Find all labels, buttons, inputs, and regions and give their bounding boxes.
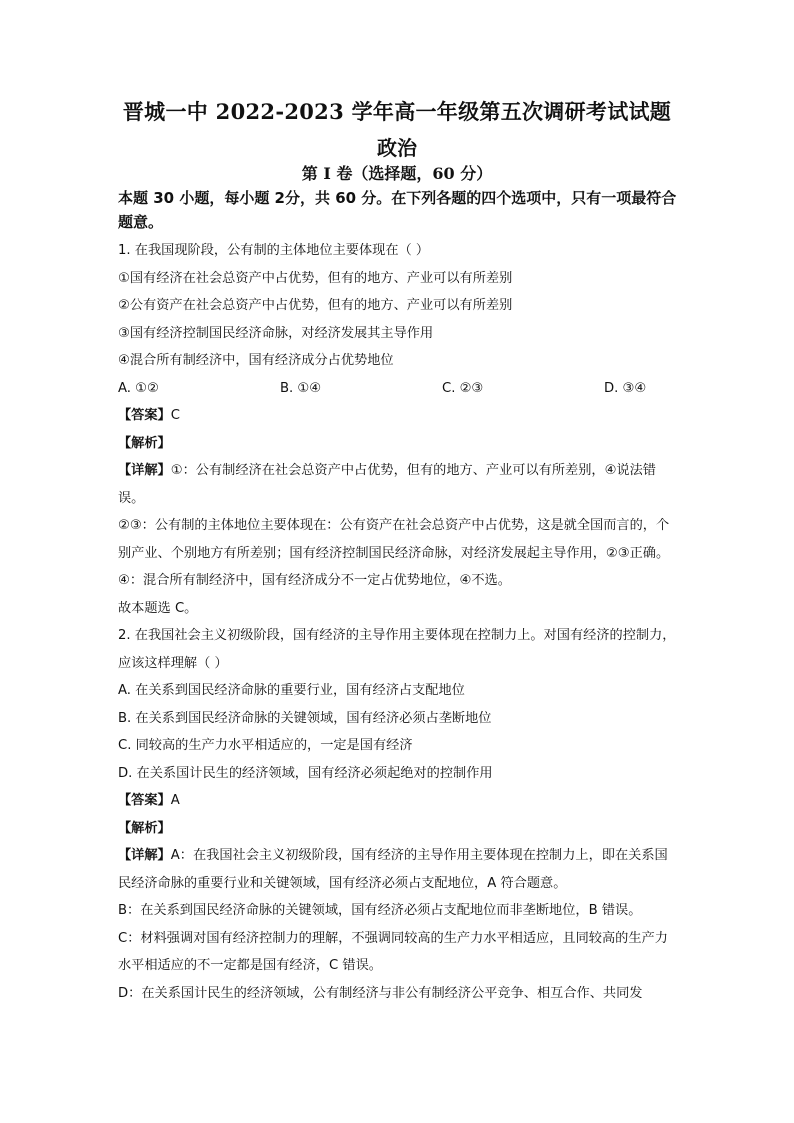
exam-title: 晋城一中 2022-2023 学年高一年级第五次调研考试试题 (122, 99, 672, 124)
q1-option-c: C. ②③ (442, 380, 484, 396)
q1-option-a: A. ①② (118, 380, 159, 396)
q2-analysis-tag: 【解析】 (118, 820, 171, 836)
q2-answer-value: A (170, 793, 180, 808)
q1-option-b: B. ①④ (280, 380, 322, 396)
q1-option-d: D. ③④ (604, 380, 647, 396)
q1-answer-tag: 【答案】 (118, 408, 171, 423)
q1-conclusion: 故本题选 C。 (118, 600, 198, 616)
q1-detail-1-text: ①：公有制经济在社会总资产中占优势，但有的地方、产业可以有所差别，④说法错误。 (118, 463, 656, 506)
q2-detail-d: D：在关系国计民生的经济领域，公有制经济与非公有制经济公平竞争、相互合作、共同发 (118, 985, 643, 1001)
q1-analysis-tag: 【解析】 (118, 435, 171, 451)
q2-stem: 2. 在我国社会主义初级阶段，国有经济的主导作用主要体现在控制力上。对国有经济的控制力，应该这样理解（ ） (118, 628, 676, 671)
q1-options (118, 375, 680, 403)
q1-detail-1 (118, 457, 680, 512)
q1-statement-3: ③国有经济控制国民经济命脉，对经济发展其主导作用 (118, 325, 434, 341)
content-body (118, 186, 680, 1007)
q1-detail-2: ②③：公有制的主体地位主要体现在：公有资产在社会总资产中占优势，这是就全国而言的，个别产业、个别地方有所差别；国有经济控制国民经济命脉，对经济发展起主导作用，②③正确。 (118, 518, 670, 561)
q2-detail-a-text: A：在我国社会主义初级阶段，国有经济的主导作用主要体现在控制力上，即在关系国民经济命脉的重要行业和关键领域，国有经济必须占支配地位，A 符合题意。 (118, 848, 668, 891)
q2-detail-tag: 【详解】 (118, 848, 171, 863)
q1-statement-4: ④混合所有制经济中，国有经济成分占优势地位 (118, 353, 394, 368)
q1-detail-3: ④：混合所有制经济中，国有经济成分不一定占优势地位，④不选。 (118, 573, 511, 588)
q1-answer-value: C (170, 408, 180, 423)
q2-answer (118, 787, 680, 815)
q1-stem: 1. 在我国现阶段，公有制的主体地位主要体现在（ ） (118, 243, 430, 258)
q2-detail-c: C：材料强调对国有经济控制力的理解，不强调同较高的生产力水平相适应，且同较高的生产力水平相适应的不一定都是国有经济，C 错误。 (118, 930, 668, 973)
q2-option-d: D. 在关系国计民生的经济领域，国有经济必须起绝对的控制作用 (118, 765, 493, 781)
q2-detail-b: B：在关系到国民经济命脉的关键领域，国有经济必须占支配地位而非垄断地位，B 错误。 (118, 903, 642, 918)
q1-statement-1: ①国有经济在社会总资产中占优势，但有的地方、产业可以有所差别 (118, 270, 513, 286)
q2-option-b: B. 在关系到国民经济命脉的关键领域，国有经济必须占垄断地位 (118, 710, 492, 726)
q2-answer-tag: 【答案】 (118, 793, 171, 808)
section-title: 第 I 卷（选择题，60 分） (301, 164, 493, 183)
q1-statement-2: ②公有资产在社会总资产中占优势，但有的地方、产业可以有所差别 (118, 298, 513, 313)
instruction-text: 本题 30 小题，每小题 2分，共 60 分。在下列各题的四个选项中，只有一项最符合题意。 (118, 189, 677, 231)
q2-detail-a (118, 842, 680, 897)
q2-option-a: A. 在关系到国民经济命脉的重要行业，国有经济占支配地位 (118, 683, 465, 698)
q2-option-c: C. 同较高的生产力水平相适应的，一定是国有经济 (118, 738, 413, 753)
q1-answer (118, 402, 680, 430)
q1-detail-tag: 【详解】 (118, 463, 171, 478)
subject-title: 政治 (377, 136, 417, 160)
